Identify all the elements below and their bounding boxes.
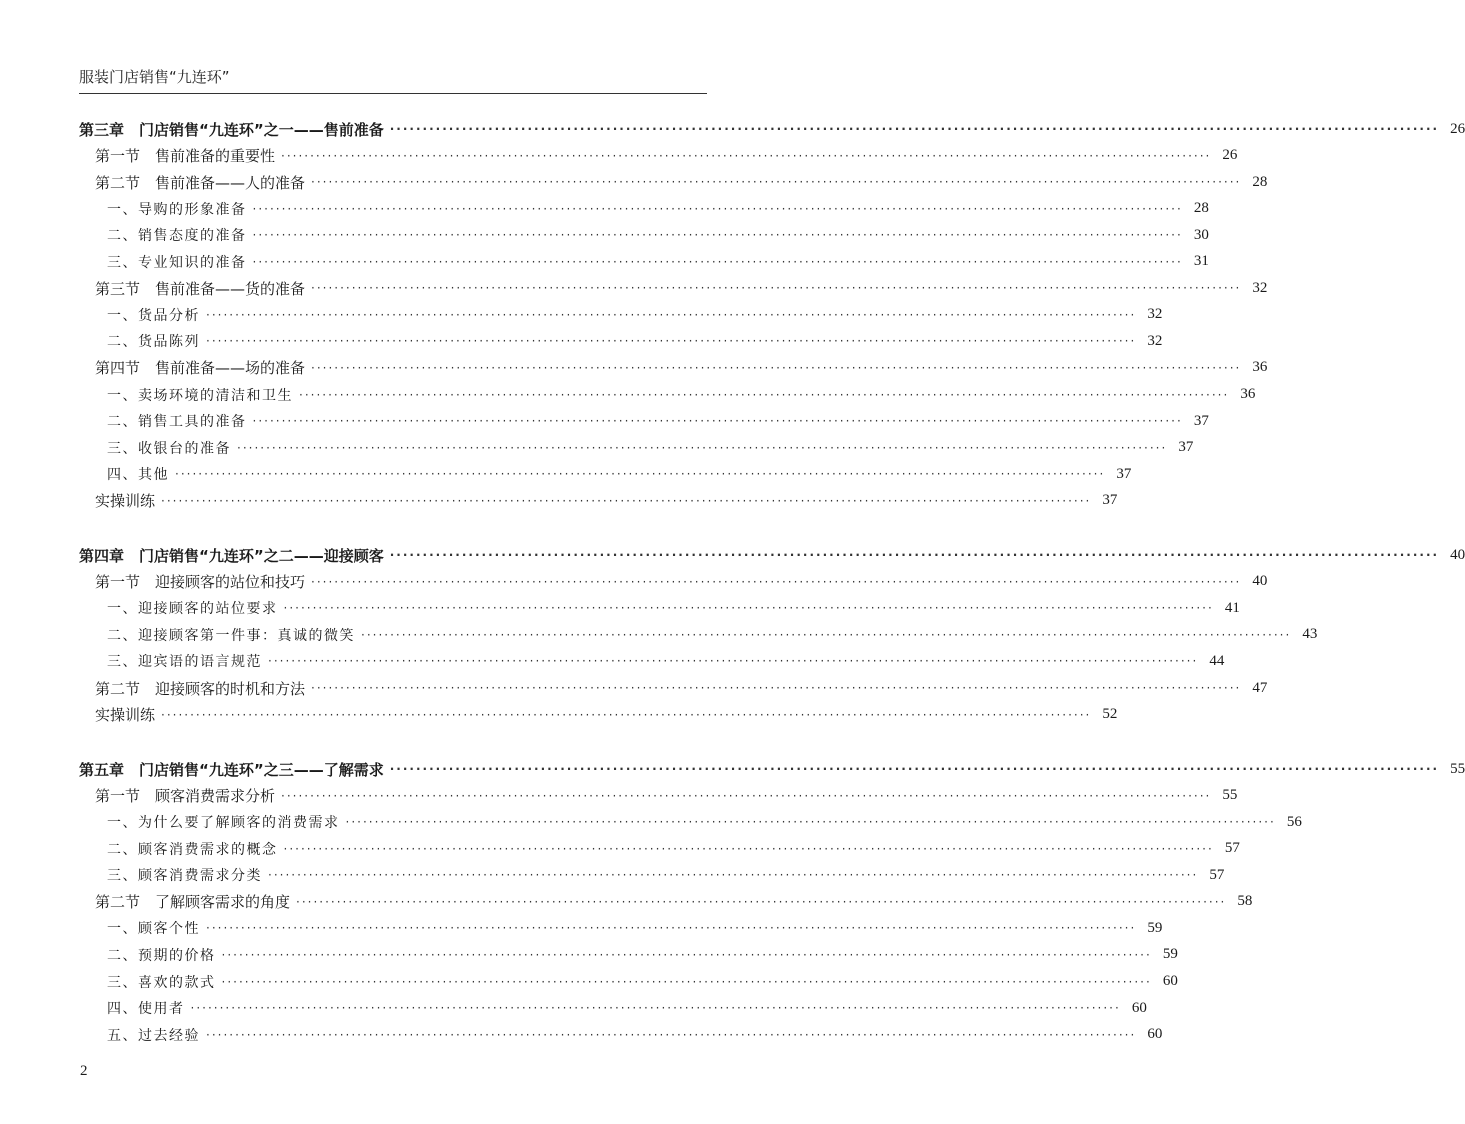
toc-entry-title: 第一节 售前准备的重要性 (95, 147, 276, 166)
toc-leader-dots: ································································································································································ (283, 841, 1214, 856)
toc-entry-item (107, 915, 1163, 941)
toc-entry-section (95, 889, 1253, 915)
toc-entry-page: 57 (1209, 866, 1225, 883)
toc-entry-page: 59 (1162, 946, 1178, 963)
toc-entry-title: 三、顾客消费需求分类 (107, 868, 262, 885)
toc-entry-section (95, 569, 1268, 595)
toc-entry-title: 四、使用者 (107, 1001, 185, 1018)
toc-entry-page: 26 (1450, 120, 1465, 137)
toc-leader-dots: ································································································································································ (221, 974, 1152, 989)
toc-entry-page: 32 (1147, 306, 1163, 323)
toc-entry-item (107, 435, 1194, 461)
toc-leader-dots: ································································································································································ (252, 254, 1183, 269)
toc-entry-title: 三、专业知识的准备 (107, 254, 247, 271)
toc-entry-page: 60 (1162, 973, 1178, 989)
toc-entry-item (107, 836, 1240, 862)
toc-entry-item (107, 1022, 1163, 1048)
page-number: 2 (80, 1063, 88, 1079)
toc-entry-item (107, 408, 1209, 434)
toc-entry-title: 第一节 顾客消费需求分析 (95, 787, 276, 806)
toc-entry-page: 58 (1237, 893, 1253, 910)
toc-entry-section (95, 675, 1268, 701)
toc-entry-page: 52 (1102, 706, 1118, 723)
toc-entry-title: 三、迎宾语的语言规范 (107, 654, 262, 671)
toc-leader-dots: ································································································································································ (311, 360, 1242, 375)
toc-entry-title: 一、货品分析 (107, 307, 200, 324)
toc-entry-page: 56 (1286, 813, 1302, 830)
toc-leader-dots: ································································································································································ (311, 175, 1242, 190)
toc-entry-page: 28 (1252, 173, 1268, 190)
toc-entry-item (107, 969, 1178, 995)
toc-entry-section (95, 169, 1268, 195)
toc-entry-page: 26 (1222, 147, 1238, 164)
toc-leader-dots: ································································································································································ (389, 548, 1440, 563)
toc-entry-page: 59 (1147, 919, 1163, 936)
toc-entry-item (107, 995, 1147, 1021)
toc-leader-dots: ································································································································································ (361, 627, 1292, 642)
toc-entry-title: 二、迎接顾客第一件事：真诚的微笑 (107, 627, 355, 644)
toc-leader-dots: ································································································································································ (175, 467, 1106, 482)
toc-entry-page: 43 (1302, 626, 1318, 643)
header-rule (79, 93, 707, 94)
toc-leader-dots: ································································································································································ (252, 201, 1183, 216)
toc-entry-title: 第二节 了解顾客需求的角度 (95, 893, 291, 912)
toc-entry-page: 37 (1193, 412, 1209, 429)
toc-leader-dots: ································································································································································ (221, 947, 1152, 962)
toc-leader-dots: ································································································································································ (206, 1027, 1137, 1042)
running-head: 服装门店销售“九连环” (79, 68, 230, 86)
toc-leader-dots: ································································································································································ (252, 228, 1183, 243)
toc-entry-section (95, 783, 1238, 809)
toc-leader-dots: ································································································································································ (311, 681, 1242, 695)
toc-entry-title: 五、过去经验 (107, 1027, 200, 1044)
toc-entry-title: 二、销售工具的准备 (107, 414, 247, 431)
toc-entry-title: 一、迎接顾客的站位要求 (107, 601, 278, 618)
toc-entry-page: 55 (1222, 787, 1238, 804)
toc-entry-page: 36 (1240, 386, 1256, 402)
toc-entry-page: 37 (1178, 439, 1194, 456)
toc-entry-title: 一、顾客个性 (107, 921, 200, 938)
toc-entry-page: 41 (1224, 599, 1240, 616)
toc-leader-dots: ································································································································································ (206, 921, 1137, 936)
toc-entry-title: 三、收银台的准备 (107, 440, 231, 457)
toc-entry-item (107, 648, 1225, 674)
toc-leader-dots: ································································································································································ (252, 414, 1183, 429)
toc-leader-dots: ································································································································································ (268, 654, 1199, 669)
toc-entry-title: 第二节 迎接顾客的时机和方法 (95, 679, 306, 698)
toc-entry-chapter (79, 542, 1465, 568)
toc-entry-page: 36 (1252, 359, 1268, 376)
toc-entry-item (107, 942, 1178, 968)
toc-entry-title: 二、销售态度的准备 (107, 228, 247, 245)
toc-entry-title: 第四节 售前准备——场的准备 (95, 359, 306, 378)
toc-leader-dots: ································································································································································ (190, 1001, 1121, 1016)
toc-leader-dots: ································································································································································ (237, 440, 1168, 455)
toc-leader-dots: ································································································································································ (311, 574, 1242, 589)
toc-entry-page: 47 (1252, 679, 1268, 696)
toc-entry-chapter (79, 116, 1465, 142)
toc-leader-dots: ································································································································································ (311, 281, 1242, 296)
toc-entry-item (107, 809, 1302, 835)
toc-entry-title: 二、货品陈列 (107, 334, 200, 351)
toc-entry-title: 二、顾客消费需求的概念 (107, 841, 278, 858)
toc-entry-title: 第五章 门店销售“九连环”之三——了解需求 (79, 760, 384, 779)
toc-leader-dots: ································································································································································ (281, 148, 1212, 163)
toc-entry-page: 57 (1224, 840, 1240, 857)
toc-entry-section (95, 143, 1238, 169)
toc-entry-page: 37 (1102, 492, 1118, 509)
toc-entry-item (107, 196, 1209, 222)
toc-entry-practice (95, 488, 1118, 514)
toc-leader-dots: ································································································································································ (296, 894, 1227, 909)
toc-entry-title: 四、其他 (107, 467, 169, 484)
toc-entry-page: 40 (1450, 546, 1465, 563)
toc-entry-item (107, 862, 1225, 888)
toc-entry-page: 60 (1147, 1026, 1163, 1043)
toc-entry-item (107, 328, 1163, 354)
toc-entry-section (95, 275, 1268, 301)
toc-leader-dots: ································································································································································ (389, 762, 1440, 777)
toc-entry-page: 32 (1147, 332, 1163, 349)
toc-entry-page: 44 (1209, 652, 1225, 669)
toc-entry-title: 一、导购的形象准备 (107, 201, 247, 218)
toc-entry-page: 30 (1193, 226, 1209, 243)
toc-entry-title: 第三节 售前准备——货的准备 (95, 279, 306, 298)
toc-leader-dots: ································································································································································ (206, 307, 1137, 322)
toc-entry-section (95, 355, 1268, 381)
toc-entry-page: 31 (1193, 253, 1209, 270)
toc-entry-title: 第四章 门店销售“九连环”之二——迎接顾客 (79, 546, 384, 565)
toc-entry-item (107, 622, 1318, 648)
toc-leader-dots: ································································································································································ (283, 601, 1214, 616)
toc-entry-page: 60 (1131, 999, 1147, 1016)
toc-entry-page: 37 (1116, 465, 1132, 482)
toc-leader-dots: ································································································································································ (389, 122, 1440, 136)
toc-entry-item (107, 222, 1209, 248)
toc-leader-dots: ································································································································································ (161, 493, 1092, 508)
toc-entry-title: 实操训练 (95, 706, 156, 725)
toc-entry-page: 32 (1252, 279, 1268, 296)
toc-entry-title: 第三章 门店销售“九连环”之一——售前准备 (79, 120, 384, 139)
toc-leader-dots: ································································································································································ (206, 334, 1137, 349)
toc-leader-dots: ································································································································································ (345, 815, 1276, 830)
toc-leader-dots: ································································································································································ (268, 868, 1199, 883)
toc-entry-item (107, 382, 1256, 408)
toc-entry-title: 第一节 迎接顾客的站位和技巧 (95, 573, 306, 592)
toc-leader-dots: ································································································································································ (299, 387, 1230, 402)
toc-leader-dots: ································································································································································ (161, 707, 1092, 722)
toc-leader-dots: ································································································································································ (281, 788, 1212, 803)
toc-entry-item (107, 249, 1209, 275)
toc-entry-title: 三、喜欢的款式 (107, 974, 216, 991)
toc-entry-title: 一、为什么要了解顾客的消费需求 (107, 815, 340, 832)
toc-entry-item (107, 302, 1163, 328)
toc-entry-page: 40 (1252, 573, 1268, 590)
toc-entry-item (107, 595, 1240, 621)
toc-entry-chapter (79, 756, 1465, 782)
toc-entry-page: 28 (1193, 200, 1209, 217)
toc-entry-page: 55 (1450, 760, 1465, 777)
toc-entry-practice (95, 702, 1118, 728)
toc-entry-title: 一、卖场环境的清洁和卫生 (107, 387, 293, 404)
toc-entry-title: 二、预期的价格 (107, 947, 216, 964)
toc-entry-title: 实操训练 (95, 492, 156, 511)
toc-entry-item (107, 461, 1132, 487)
toc-entry-title: 第二节 售前准备——人的准备 (95, 173, 306, 192)
